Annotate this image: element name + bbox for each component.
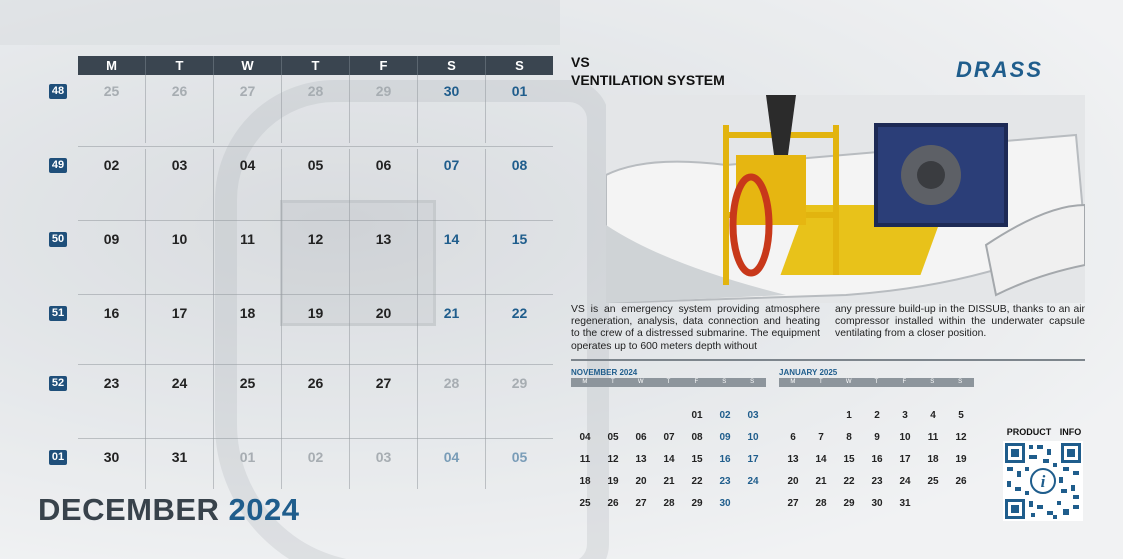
day-number: 27 bbox=[375, 375, 392, 391]
day-number: 01 bbox=[239, 449, 256, 465]
day-number: 08 bbox=[511, 157, 528, 173]
day-number: 11 bbox=[240, 231, 255, 247]
week-divider bbox=[78, 146, 553, 147]
product-info-qr[interactable] bbox=[1003, 427, 1085, 521]
day-cell[interactable] bbox=[78, 223, 145, 297]
weekday-label: W bbox=[214, 56, 282, 75]
weekday-header bbox=[78, 56, 553, 75]
mini-weekday-label: S bbox=[930, 379, 935, 385]
mini-day-number: 21 bbox=[663, 476, 675, 487]
mini-day-number: 11 bbox=[579, 454, 591, 465]
mini-weekday-header bbox=[571, 378, 766, 387]
product-description-left: VS is an emergency system providing atmosphere regeneration, analysis, data connection and heating to the crew of a distressed submarine. The equipment operates up to 600 meters depth without bbox=[571, 304, 820, 352]
day-number: 17 bbox=[171, 305, 188, 321]
day-number: 19 bbox=[307, 305, 324, 321]
day-cell[interactable] bbox=[417, 367, 485, 441]
mini-calendar bbox=[779, 368, 974, 509]
day-number: 12 bbox=[307, 231, 324, 247]
mini-weekday-label: T bbox=[610, 379, 615, 385]
mini-day-number: 20 bbox=[787, 476, 799, 487]
mini-day-number: 28 bbox=[663, 498, 675, 509]
mini-day-number: 29 bbox=[843, 498, 855, 509]
week-number-badge: 52 bbox=[49, 376, 67, 391]
mini-day-number: 12 bbox=[607, 454, 619, 465]
day-number: 27 bbox=[239, 83, 256, 99]
day-cell[interactable] bbox=[145, 223, 213, 297]
day-number: 29 bbox=[511, 375, 528, 391]
svg-text:i: i bbox=[1040, 472, 1046, 491]
day-number: 07 bbox=[443, 157, 460, 173]
mini-calendar-title: NOVEMBER 2024 bbox=[571, 368, 638, 377]
week-row bbox=[78, 441, 553, 489]
day-cell[interactable] bbox=[281, 441, 349, 489]
month-title bbox=[38, 492, 300, 528]
mini-day-number: 03 bbox=[747, 410, 759, 421]
day-cell[interactable] bbox=[145, 149, 213, 223]
mini-day-number: 26 bbox=[607, 498, 619, 509]
mini-weekday-label: M bbox=[582, 379, 588, 385]
mini-day-number: 26 bbox=[955, 476, 967, 487]
week-number-badge: 51 bbox=[49, 306, 67, 321]
mini-calendar-title: JANUARY 2025 bbox=[779, 368, 838, 377]
mini-day-number: 22 bbox=[691, 476, 703, 487]
day-cell[interactable] bbox=[78, 297, 145, 367]
mini-day-number: 09 bbox=[719, 432, 731, 443]
mini-day-number: 21 bbox=[815, 476, 827, 487]
day-number: 20 bbox=[375, 305, 392, 321]
day-cell[interactable] bbox=[213, 441, 281, 489]
day-number: 25 bbox=[239, 375, 256, 391]
day-number: 04 bbox=[443, 449, 460, 465]
mini-day-number: 19 bbox=[607, 476, 619, 487]
day-number: 05 bbox=[511, 449, 528, 465]
day-cell[interactable] bbox=[213, 367, 281, 441]
mini-day-number: 30 bbox=[871, 498, 883, 509]
day-number: 31 bbox=[171, 449, 188, 465]
day-number: 28 bbox=[307, 83, 324, 99]
mini-day-number: 16 bbox=[871, 454, 883, 465]
day-number: 25 bbox=[103, 83, 120, 99]
mini-day-number: 31 bbox=[899, 498, 911, 509]
day-cell[interactable] bbox=[349, 367, 417, 441]
mini-day-number: 4 bbox=[930, 410, 936, 421]
day-cell[interactable] bbox=[417, 223, 485, 297]
day-number: 29 bbox=[375, 83, 392, 99]
mini-day-number: 23 bbox=[719, 476, 731, 487]
mini-day-number: 6 bbox=[790, 432, 796, 443]
brand-logo: DRASS bbox=[956, 57, 1044, 82]
week-number-badge: 01 bbox=[49, 450, 67, 465]
day-number: 04 bbox=[239, 157, 256, 173]
mini-day-number: 5 bbox=[958, 410, 964, 421]
day-cell[interactable] bbox=[349, 297, 417, 367]
mini-day-number: 9 bbox=[874, 432, 880, 443]
day-cell[interactable] bbox=[145, 297, 213, 367]
day-cell[interactable] bbox=[349, 149, 417, 223]
product-photo bbox=[606, 95, 1085, 303]
day-number: 18 bbox=[239, 305, 256, 321]
mini-day-number: 1 bbox=[846, 410, 852, 421]
mini-day-number: 24 bbox=[747, 476, 759, 487]
month-name: DECEMBER bbox=[38, 492, 220, 527]
mini-day-number: 15 bbox=[843, 454, 855, 465]
mini-day-number: 7 bbox=[818, 432, 824, 443]
day-cell[interactable] bbox=[145, 75, 213, 143]
section-divider bbox=[571, 359, 1085, 361]
day-number: 14 bbox=[443, 231, 460, 247]
qr-code-graphic bbox=[1003, 441, 1083, 521]
day-cell[interactable] bbox=[213, 223, 281, 297]
mini-day-number: 08 bbox=[691, 432, 703, 443]
mini-day-grid bbox=[571, 387, 766, 509]
week-row bbox=[78, 223, 553, 297]
mini-day-number: 17 bbox=[747, 454, 759, 465]
mini-day-number: 18 bbox=[927, 454, 939, 465]
day-cell[interactable] bbox=[485, 149, 553, 223]
day-cell[interactable] bbox=[417, 75, 485, 143]
weekday-label: S bbox=[418, 56, 486, 75]
month-year: 2024 bbox=[228, 492, 300, 527]
mini-weekday-label: T bbox=[818, 379, 823, 385]
week-row bbox=[78, 149, 553, 223]
mini-weekday-label: S bbox=[958, 379, 963, 385]
weekday-label: T bbox=[282, 56, 350, 75]
day-cell[interactable] bbox=[213, 149, 281, 223]
mini-day-number: 25 bbox=[579, 498, 591, 509]
day-number: 03 bbox=[171, 157, 188, 173]
day-number: 26 bbox=[171, 83, 188, 99]
mini-weekday-label: F bbox=[902, 379, 907, 385]
day-cell[interactable] bbox=[78, 149, 145, 223]
day-number: 28 bbox=[443, 375, 460, 391]
week-row bbox=[78, 75, 553, 143]
day-cell[interactable] bbox=[78, 367, 145, 441]
mini-day-number: 27 bbox=[635, 498, 647, 509]
day-cell[interactable] bbox=[417, 297, 485, 367]
day-cell[interactable] bbox=[145, 441, 213, 489]
mini-day-number: 27 bbox=[787, 498, 799, 509]
mini-day-number: 16 bbox=[719, 454, 731, 465]
mini-day-number: 01 bbox=[691, 410, 703, 421]
day-number: 05 bbox=[307, 157, 324, 173]
day-cell[interactable] bbox=[145, 367, 213, 441]
qr-code[interactable] bbox=[1003, 441, 1083, 521]
week-divider bbox=[78, 364, 553, 365]
day-number: 02 bbox=[307, 449, 324, 465]
mini-day-number: 11 bbox=[927, 432, 939, 443]
day-number: 21 bbox=[443, 305, 460, 321]
week-row bbox=[78, 297, 553, 367]
mini-day-number: 25 bbox=[927, 476, 939, 487]
mini-day-number: 18 bbox=[579, 476, 591, 487]
week-number-badge: 50 bbox=[49, 232, 67, 247]
day-cell[interactable] bbox=[485, 441, 553, 489]
day-number: 26 bbox=[307, 375, 324, 391]
week-number-badge: 48 bbox=[49, 84, 67, 99]
mini-calendar bbox=[571, 368, 766, 509]
day-cell[interactable] bbox=[485, 297, 553, 367]
day-number: 13 bbox=[375, 231, 392, 247]
day-number: 01 bbox=[511, 83, 528, 99]
day-cell[interactable] bbox=[349, 223, 417, 297]
mini-day-number: 30 bbox=[719, 498, 731, 509]
mini-day-number: 10 bbox=[747, 432, 759, 443]
month-calendar bbox=[78, 56, 553, 75]
mini-day-number: 22 bbox=[843, 476, 855, 487]
mini-day-number: 20 bbox=[635, 476, 647, 487]
qr-label: PRODUCT INFO bbox=[1006, 427, 1082, 437]
week-divider bbox=[78, 220, 553, 221]
mini-day-number: 13 bbox=[787, 454, 799, 465]
mini-weekday-label: S bbox=[722, 379, 727, 385]
day-number: 23 bbox=[103, 375, 120, 391]
product-name: VENTILATION SYSTEM bbox=[571, 72, 725, 88]
day-number: 30 bbox=[103, 449, 120, 465]
day-cell[interactable] bbox=[485, 75, 553, 143]
mini-day-number: 15 bbox=[691, 454, 703, 465]
day-number: 22 bbox=[511, 305, 528, 321]
day-cell[interactable] bbox=[349, 441, 417, 489]
week-divider bbox=[78, 294, 553, 295]
mini-weekday-label: S bbox=[750, 379, 755, 385]
mini-day-number: 13 bbox=[635, 454, 647, 465]
day-cell[interactable] bbox=[281, 149, 349, 223]
mini-day-number: 8 bbox=[846, 432, 852, 443]
day-cell[interactable] bbox=[281, 297, 349, 367]
day-cell[interactable] bbox=[349, 75, 417, 143]
mini-day-number: 29 bbox=[691, 498, 703, 509]
day-cell[interactable] bbox=[417, 441, 485, 489]
day-cell[interactable] bbox=[281, 367, 349, 441]
mini-weekday-label: W bbox=[845, 379, 852, 385]
mini-day-number: 23 bbox=[871, 476, 883, 487]
mini-weekday-label: T bbox=[874, 379, 879, 385]
week-number-badge: 49 bbox=[49, 158, 67, 173]
product-code: VS bbox=[571, 54, 590, 70]
mini-day-number: 14 bbox=[663, 454, 675, 465]
mini-day-number: 07 bbox=[663, 432, 675, 443]
day-number: 02 bbox=[103, 157, 120, 173]
mini-day-number: 24 bbox=[899, 476, 911, 487]
day-number: 30 bbox=[443, 83, 460, 99]
week-row bbox=[78, 367, 553, 441]
mini-day-number: 2 bbox=[874, 410, 880, 421]
mini-day-number: 06 bbox=[635, 432, 647, 443]
day-number: 03 bbox=[375, 449, 392, 465]
mini-weekday-label: W bbox=[637, 379, 644, 385]
day-number: 16 bbox=[103, 305, 120, 321]
mini-weekday-label: M bbox=[790, 379, 796, 385]
mini-day-number: 19 bbox=[955, 454, 967, 465]
mini-day-number: 10 bbox=[899, 432, 911, 443]
day-number: 10 bbox=[171, 231, 188, 247]
day-number: 15 bbox=[511, 231, 528, 247]
day-number: 24 bbox=[171, 375, 188, 391]
mini-day-number: 17 bbox=[899, 454, 911, 465]
weekday-label: F bbox=[350, 56, 418, 75]
day-number: 09 bbox=[103, 231, 120, 247]
weekday-label: M bbox=[78, 56, 146, 75]
mini-day-grid bbox=[779, 387, 974, 509]
mini-day-number: 12 bbox=[955, 432, 967, 443]
mini-weekday-header bbox=[779, 378, 974, 387]
day-cell[interactable] bbox=[281, 75, 349, 143]
mini-weekday-label: F bbox=[694, 379, 699, 385]
day-cell[interactable] bbox=[281, 223, 349, 297]
week-divider bbox=[78, 438, 553, 439]
weekday-label: S bbox=[515, 58, 524, 73]
product-illustration bbox=[606, 95, 1085, 303]
day-cell[interactable] bbox=[213, 297, 281, 367]
mini-weekday-label: T bbox=[666, 379, 671, 385]
product-description-right: any pressure build-up in the DISSUB, thanks to an air compressor installed within the underwater capsule ventilating from a closer position. bbox=[835, 304, 1085, 340]
day-cell[interactable] bbox=[78, 75, 145, 143]
mini-day-number: 28 bbox=[815, 498, 827, 509]
day-cell[interactable] bbox=[78, 441, 145, 489]
mini-day-number: 04 bbox=[579, 432, 591, 443]
mini-day-number: 3 bbox=[902, 410, 908, 421]
mini-day-number: 05 bbox=[607, 432, 619, 443]
mini-day-number: 14 bbox=[815, 454, 827, 465]
day-number: 06 bbox=[375, 157, 392, 173]
day-cell[interactable] bbox=[485, 367, 553, 441]
day-cell[interactable] bbox=[485, 223, 553, 297]
day-cell[interactable] bbox=[213, 75, 281, 143]
mini-day-number: 02 bbox=[719, 410, 731, 421]
weekday-label: T bbox=[146, 56, 214, 75]
day-cell[interactable] bbox=[417, 149, 485, 223]
